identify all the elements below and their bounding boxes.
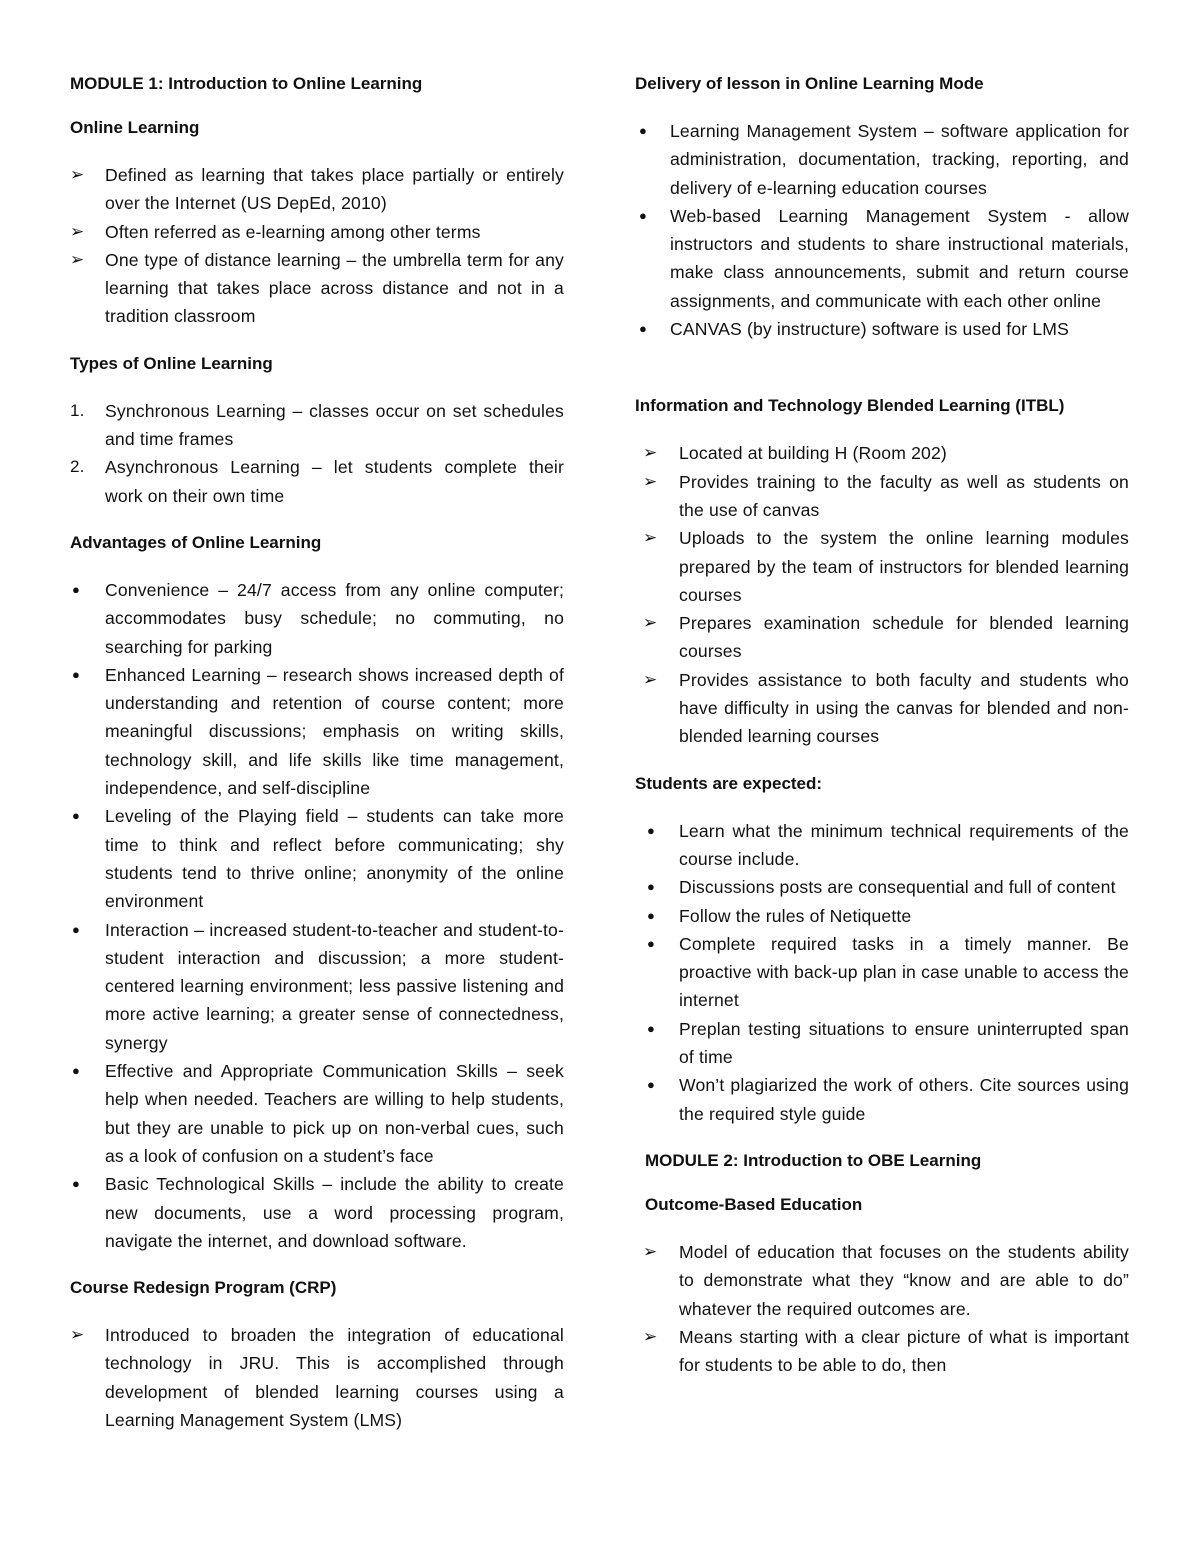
list-item: ➢ Provides assistance to both faculty and students who have difficulty in using the canvas for blended and non-blended learning courses	[635, 666, 1129, 751]
module-2-title: MODULE 2: Introduction to OBE Learning	[645, 1150, 982, 1170]
arrow-bullet-icon: ➢	[70, 249, 85, 269]
list-item: ● CANVAS (by instructure) software is used for LMS	[635, 315, 1129, 343]
list-item: ● Preplan testing situations to ensure uninterrupted span of time	[635, 1015, 1129, 1072]
online-learning-heading: Online Learning	[70, 118, 200, 137]
arrow-bullet-icon: ➢	[70, 165, 85, 184]
obe-heading: Outcome-Based Education	[645, 1194, 863, 1214]
list-item: ➢ Uploads to the system the online learning modules prepared by the team of instructors for blended learning courses	[635, 524, 1129, 609]
types-heading: Types of Online Learning	[70, 353, 273, 373]
list-item: ➢ Introduced to broaden the integration of educational technology in JRU. This is accomplished through development of blended learning courses using a Learning Management System (LMS)	[70, 1321, 564, 1434]
list-number: 2.	[70, 457, 85, 477]
itbl-heading: Information and Technology Blended Learning (ITBL)	[635, 396, 1065, 416]
arrow-bullet-icon: ➢	[70, 221, 85, 241]
list-item: ● Learning Management System – software application for administration, documentation, tracking, reporting, and delivery of e-learning education courses	[635, 117, 1129, 202]
bullet-icon: ●	[72, 1063, 81, 1079]
bullet-icon: ●	[647, 822, 656, 838]
bullet-icon: ●	[72, 666, 81, 682]
students-list	[635, 817, 1129, 1128]
bullet-icon: ●	[647, 1020, 656, 1036]
bullet-icon: ●	[647, 935, 656, 951]
list-item: ● Won’t plagiarized the work of others. Cite sources using the required style guide	[635, 1071, 1129, 1128]
list-item: 2. Asynchronous Learning – let students complete their work on their own time	[70, 453, 564, 510]
list-item: ● Leveling of the Playing field – students can take more time to think and reflect before communicating; shy students tend to thrive online; anonymity of the online environment	[70, 802, 564, 915]
list-item: ● Effective and Appropriate Communication Skills – seek help when needed. Teachers are willing to help students, but they are unable to pick up on non-verbal cues, such as a look of confusion on a student’s face	[70, 1057, 564, 1170]
list-item: ➢ One type of distance learning – the umbrella term for any learning that takes place across distance and not in a tradition classroom	[70, 246, 564, 331]
arrow-bullet-icon: ➢	[643, 1326, 658, 1346]
bullet-icon: ●	[639, 123, 648, 138]
bullet-icon: ●	[647, 907, 656, 923]
list-item: ➢ Means starting with a clear picture of what is important for students to be able to do, then	[635, 1323, 1129, 1380]
list-item: ● Complete required tasks in a timely manner. Be proactive with back-up plan in case unable to access the internet	[635, 930, 1129, 1015]
right-column	[635, 73, 1129, 1401]
list-item: ➢ Prepares examination schedule for blended learning courses	[635, 609, 1129, 666]
spacer	[635, 365, 1129, 395]
advantages-list	[70, 576, 564, 1255]
delivery-list	[635, 117, 1129, 343]
list-item: 1. Synchronous Learning – classes occur on set schedules and time frames	[70, 397, 564, 454]
arrow-bullet-icon: ➢	[643, 613, 658, 633]
list-number: 1.	[70, 400, 85, 420]
list-item: ● Interaction – increased student-to-teacher and student-to-student interaction and discussion; a more student-centered learning environment; less passive listening and more active learning; a greater sense of connectedness, synergy	[70, 916, 564, 1057]
arrow-bullet-icon: ➢	[643, 669, 658, 689]
module-1-title: MODULE 1: Introduction to Online Learning	[70, 74, 423, 93]
advantages-heading: Advantages of Online Learning	[70, 532, 322, 552]
list-item: ● Web-based Learning Management System - allow instructors and students to share instructional materials, make class announcements, submit and return course assignments, and communicate with each other online	[635, 202, 1129, 315]
arrow-bullet-icon: ➢	[643, 1241, 658, 1261]
online-learning-list	[70, 161, 564, 331]
arrow-bullet-icon: ➢	[643, 471, 658, 491]
bullet-icon: ●	[72, 581, 81, 597]
obe-list	[635, 1238, 1129, 1379]
itbl-list	[635, 439, 1129, 750]
arrow-bullet-icon: ➢	[643, 528, 658, 548]
list-item: ● Discussions posts are consequential and full of content	[635, 873, 1129, 901]
list-item: ➢ Located at building H (Room 202)	[635, 439, 1129, 467]
bullet-icon: ●	[72, 921, 81, 937]
types-list	[70, 397, 564, 510]
students-heading: Students are expected:	[635, 773, 823, 793]
arrow-bullet-icon: ➢	[643, 443, 658, 463]
bullet-icon: ●	[72, 1176, 81, 1192]
crp-heading: Course Redesign Program (CRP)	[70, 1278, 337, 1298]
list-item: ➢ Provides training to the faculty as well as students on the use of canvas	[635, 468, 1129, 525]
crp-list	[70, 1321, 564, 1434]
list-item: ➢ Defined as learning that takes place partially or entirely over the Internet (US DepEd, 2010)	[70, 161, 564, 218]
bullet-icon: ●	[639, 321, 648, 337]
list-item: ● Enhanced Learning – research shows increased depth of understanding and retention of course content; more meaningful discussions; emphasis on writing skills, technology skill, and life skills like time management, independence, and self-discipline	[70, 661, 564, 802]
list-item: ● Basic Technological Skills – include the ability to create new documents, use a word processing program, navigate the internet, and download software.	[70, 1170, 564, 1255]
list-item: ● Follow the rules of Netiquette	[635, 902, 1129, 930]
bullet-icon: ●	[72, 808, 81, 824]
list-item: ➢ Often referred as e-learning among other terms	[70, 218, 564, 246]
list-item: ● Convenience – 24/7 access from any online computer; accommodates busy schedule; no commuting, no searching for parking	[70, 576, 564, 661]
arrow-bullet-icon: ➢	[70, 1325, 85, 1345]
delivery-heading: Delivery of lesson in Online Learning Mode	[635, 74, 984, 93]
bullet-icon: ●	[647, 879, 656, 895]
list-item: ● Learn what the minimum technical requirements of the course include.	[635, 817, 1129, 874]
left-column	[70, 73, 564, 1456]
list-item: ➢ Model of education that focuses on the students ability to demonstrate what they “know and are able to do” whatever the required outcomes are.	[635, 1238, 1129, 1323]
bullet-icon: ●	[647, 1077, 656, 1093]
bullet-icon: ●	[639, 207, 648, 223]
